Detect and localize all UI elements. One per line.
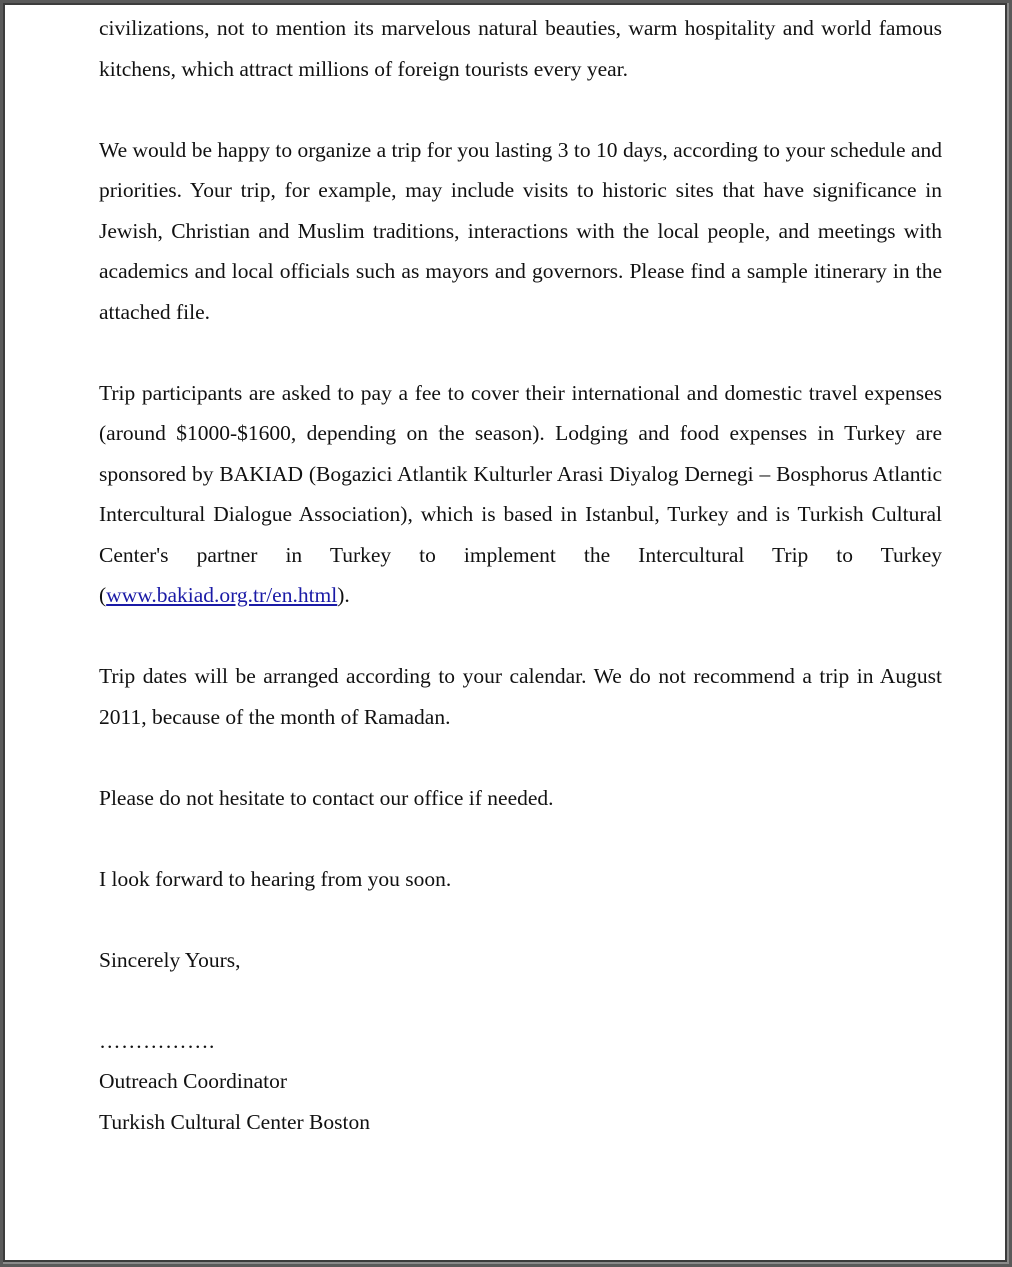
letter-body: [99, 8, 942, 1142]
signature-block: [99, 1021, 942, 1143]
paragraph-intro-continuation: civilizations, not to mention its marvelous natural beauties, warm hospitality and world famous kitchens, which attract millions of foreign tourists every year.: [99, 16, 942, 81]
signature-line: …………….: [99, 1028, 215, 1053]
trip-costs-text-end: ).: [337, 583, 350, 607]
signer-title: Outreach Coordinator: [99, 1069, 288, 1093]
signer-organization: Turkish Cultural Center Boston: [99, 1109, 370, 1134]
paragraph-trip-offer: We would be happy to organize a trip for you lasting 3 to 10 days, according to your schedule and priorities. Your trip, for example, may include visits to historic sites that have significance in Jewish, Christian and Muslim traditions, interactions with the local people, and meetings with academics and local officials such as mayors and governors. Please find a sample itinerary in the attached file.: [99, 137, 942, 324]
paragraph-trip-dates: Trip dates will be arranged according to your calendar. We do not recommend a trip in August 2011, because of the month of Ramadan.: [99, 664, 942, 729]
paragraph-looking-forward: I look forward to hearing from you soon.: [99, 866, 452, 891]
paragraph-contact: Please do not hesitate to contact our office if needed.: [99, 785, 554, 810]
paragraph-trip-costs: [99, 373, 942, 616]
bakiad-link[interactable]: www.bakiad.org.tr/en.html: [106, 583, 338, 607]
trip-costs-text: Trip participants are asked to pay a fee to cover their international and domestic travel expenses (around $1000-$1600, depending on the season). Lodging and food expenses in Turkey are sponsored by BAKIAD (Bogazici Atlantik Kulturler Arasi Diyalog Dernegi – Bosphorus Atlantic Intercultural Dialogue Association), which is based in Istanbul, Turkey and is Turkish Cultural Center's partner in Turkey to implement the Intercultural Trip to Turkey (: [99, 380, 942, 607]
closing: Sincerely Yours,: [99, 947, 241, 972]
